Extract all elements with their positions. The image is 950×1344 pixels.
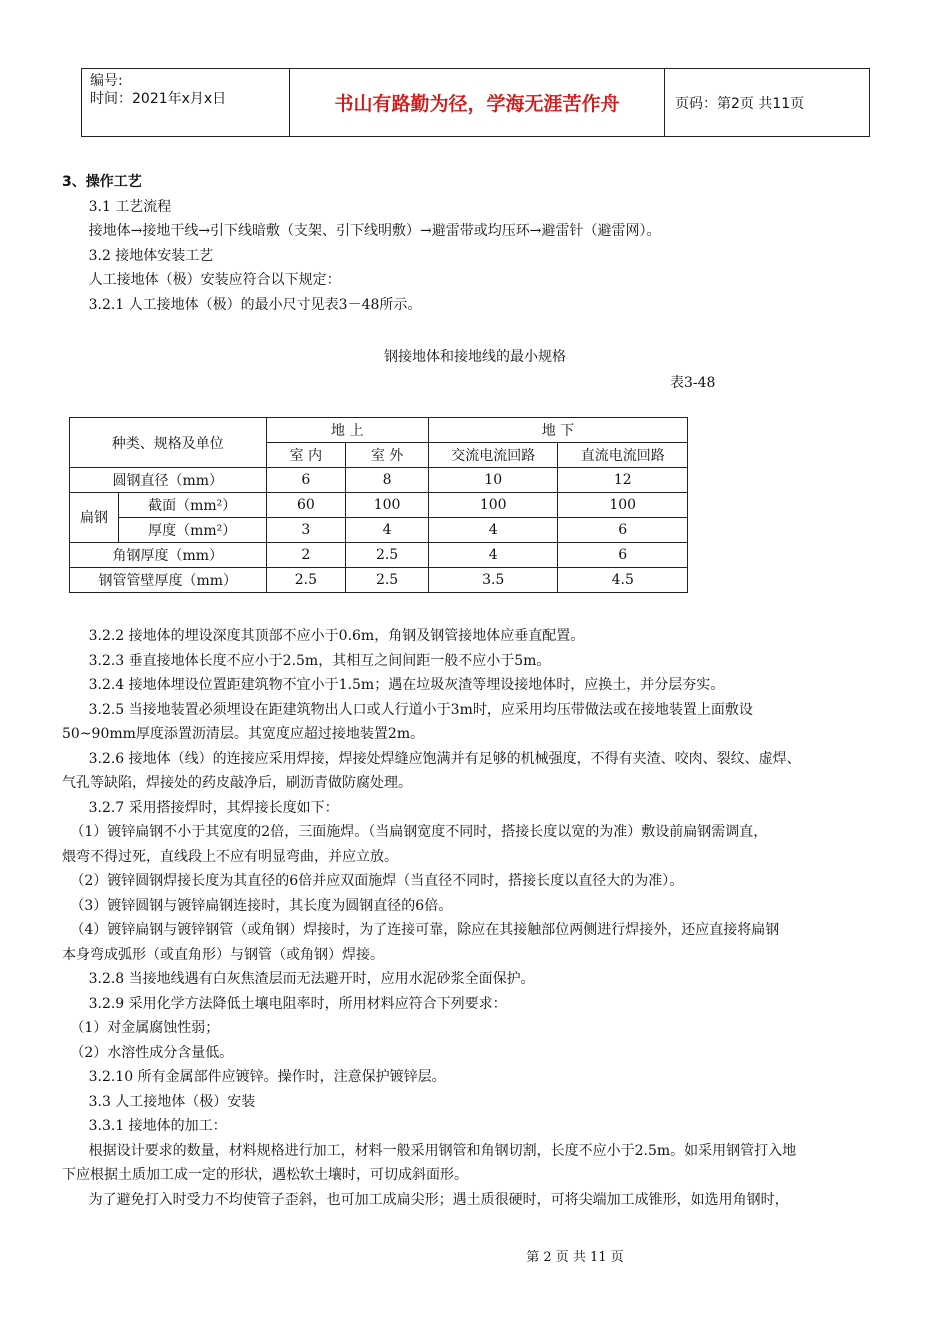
table-header-above: 地 上 <box>266 418 428 443</box>
clause-3-2-1: 3.2.1 人工接地体（极）的最小尺寸见表3－48所示。 <box>88 296 422 313</box>
clause-3-2-7: 3.2.7 采用搭接焊时，其焊接长度如下： <box>88 799 339 816</box>
table-row <box>70 518 688 543</box>
table-row <box>70 493 688 518</box>
clause-3-2-9: 3.2.9 采用化学方法降低土壤电阻率时，所用材料应符合下列要求： <box>88 995 507 1012</box>
item-4-cont: 本身弯成弧形（或直角形）与钢管（或角钢）焊接。 <box>62 946 384 963</box>
cell: 100 <box>558 493 688 518</box>
clause-3-2-5-cont: 50~90mm厚度添置沥清层。其宽度应超过接地装置2m。 <box>62 726 425 742</box>
cell: 3.5 <box>428 568 558 593</box>
cell: 60 <box>266 493 346 518</box>
code-label: 编号: <box>90 73 123 89</box>
cell: 100 <box>346 493 429 518</box>
table-header-type: 种类、规格及单位 <box>70 418 267 468</box>
para-processing: 根据设计要求的数量，材料规格进行加工，材料一般采用钢管和角钢切割，长度不应小于2.5m。如采用钢管打入地 <box>88 1142 797 1159</box>
clause-3-2-3: 3.2.3 垂直接地体长度不应小于2.5m，其相互之间间距一般不应小于5m。 <box>88 652 551 669</box>
req-2: （2）水溶性成分含量低。 <box>70 1044 234 1061</box>
cell: 4 <box>428 518 558 543</box>
table-header-dc: 直流电流回路 <box>558 443 688 468</box>
cell: 4.5 <box>558 568 688 593</box>
clause-3-2-10: 3.2.10 所有金属部件应镀锌。操作时，注意保护镀锌层。 <box>88 1069 446 1085</box>
item-4: （4）镀锌扁钢与镀锌钢管（或角钢）焊接时，为了连接可靠，除应在其接触部位两侧进行焊接外，还应直接将扁钢 <box>70 922 780 938</box>
item-2: （2）镀锌圆钢焊接长度为其直径的6倍并应双面施焊（当直径不同时，搭接长度以直径大的为准）。 <box>70 873 684 889</box>
clause-3-2-2: 3.2.2 接地体的埋设深度其顶部不应小于0.6m，角钢及钢管接地体应垂直配置。 <box>88 628 585 644</box>
clause-3-2-5: 3.2.5 当接地装置必须埋设在距建筑物出人口或人行道小于3m时，应采用均压带做法或在接地装置上面敷设 <box>88 701 753 718</box>
cell: 4 <box>346 518 429 543</box>
clause-3-2-4: 3.2.4 接地体埋设位置距建筑物不宜小于1.5m；遇在垃圾灰渣等埋设接地体时，应换土，并分层夯实。 <box>88 677 725 693</box>
cell: 2.5 <box>266 568 346 593</box>
section-intro <box>62 170 932 317</box>
table-header-indoor: 室 内 <box>266 443 346 468</box>
cell: 6 <box>266 468 346 493</box>
cell: 6 <box>558 518 688 543</box>
table-row <box>70 468 688 493</box>
cell: 2.5 <box>346 543 429 568</box>
cell: 3 <box>266 518 346 543</box>
subsection-3-1: 3.1 工艺流程 <box>88 198 172 215</box>
table-header-ac: 交流电流回路 <box>428 443 558 468</box>
subsection-3-3: 3.3 人工接地体（极）安装 <box>88 1093 256 1110</box>
header-motto: 书山有路勤为径，学海无涯苦作舟 <box>290 69 665 137</box>
subsection-3-2-intro: 人工接地体（极）安装应符合以下规定： <box>88 272 341 288</box>
date-label: 时间：2021年x月x日 <box>90 91 227 107</box>
clause-3-2-8: 3.2.8 当接地线遇有白灰焦渣层而无法避开时，应用水泥砂浆全面保护。 <box>88 971 535 987</box>
row-label: 圆钢直径（mm） <box>70 468 267 493</box>
footer-page-number: 第 2 页 共 11 页 <box>526 1250 624 1265</box>
clause-3-3-1: 3.3.1 接地体的加工： <box>88 1118 227 1134</box>
item-3: （3）镀锌圆钢与镀锌扁钢连接时，其长度为圆钢直径的6倍。 <box>70 897 453 914</box>
row-label: 截面（mm²） <box>118 493 266 518</box>
cell: 2.5 <box>346 568 429 593</box>
cell: 8 <box>346 468 429 493</box>
cell: 10 <box>428 468 558 493</box>
para-processing-cont: 下应根据土质加工成一定的形状，遇松软土壤时，可切成斜面形。 <box>62 1167 468 1183</box>
clause-3-2-6: 3.2.6 接地体（线）的连接应采用焊接，焊接处焊缝应饱满并有足够的机械强度，不得有夹渣、咬肉、裂纹、虚焊、 <box>88 750 801 767</box>
section-title: 3、操作工艺 <box>62 174 142 190</box>
row-label: 厚度（mm²） <box>118 518 266 543</box>
flat-steel-label: 扁钢 <box>70 493 119 543</box>
table-row <box>70 543 688 568</box>
table-row <box>70 568 688 593</box>
page-footer <box>0 1246 950 1265</box>
req-1: （1）对金属腐蚀性弱； <box>70 1020 220 1036</box>
cell: 4 <box>428 543 558 568</box>
cell: 12 <box>558 468 688 493</box>
subsection-3-2: 3.2 接地体安装工艺 <box>88 247 214 264</box>
body-text <box>62 624 934 1212</box>
cell: 100 <box>428 493 558 518</box>
header-page-label: 页码：第2页 共11页 <box>665 69 870 137</box>
row-label: 角钢厚度（mm） <box>70 543 267 568</box>
para-tip-shape: 为了避免打入时受力不均使管子歪斜，也可加工成扁尖形；遇土质很硬时，可将尖端加工成锥形，如选用角钢时， <box>88 1191 789 1208</box>
header-meta <box>82 69 290 137</box>
row-label: 钢管管壁厚度（mm） <box>70 568 267 593</box>
item-1-cont: 煨弯不得过死，直线段上不应有明显弯曲，并应立放。 <box>62 848 398 865</box>
page-header <box>81 68 870 137</box>
item-1: （1）镀锌扁钢不小于其宽度的2倍，三面施焊。（当扁钢宽度不同时，搭接长度以宽的为准）敷设前扁钢需调直， <box>70 824 768 840</box>
table-header-below: 地 下 <box>428 418 687 443</box>
cell: 6 <box>558 543 688 568</box>
table-header-outdoor: 室 外 <box>346 443 429 468</box>
table-title: 钢接地体和接地线的最小规格 <box>384 349 566 365</box>
process-flow: 接地体→接地干线→引下线暗敷（支架、引下线明敷）→避雷带或均压环→避雷针（避雷网）。 <box>88 223 661 239</box>
cell: 2 <box>266 543 346 568</box>
clause-3-2-6-cont: 气孔等缺陷，焊接处的药皮敲净后，刷沥青做防腐处理。 <box>62 775 412 791</box>
table-number: 表3-48 <box>670 375 716 391</box>
spec-table <box>69 417 688 593</box>
